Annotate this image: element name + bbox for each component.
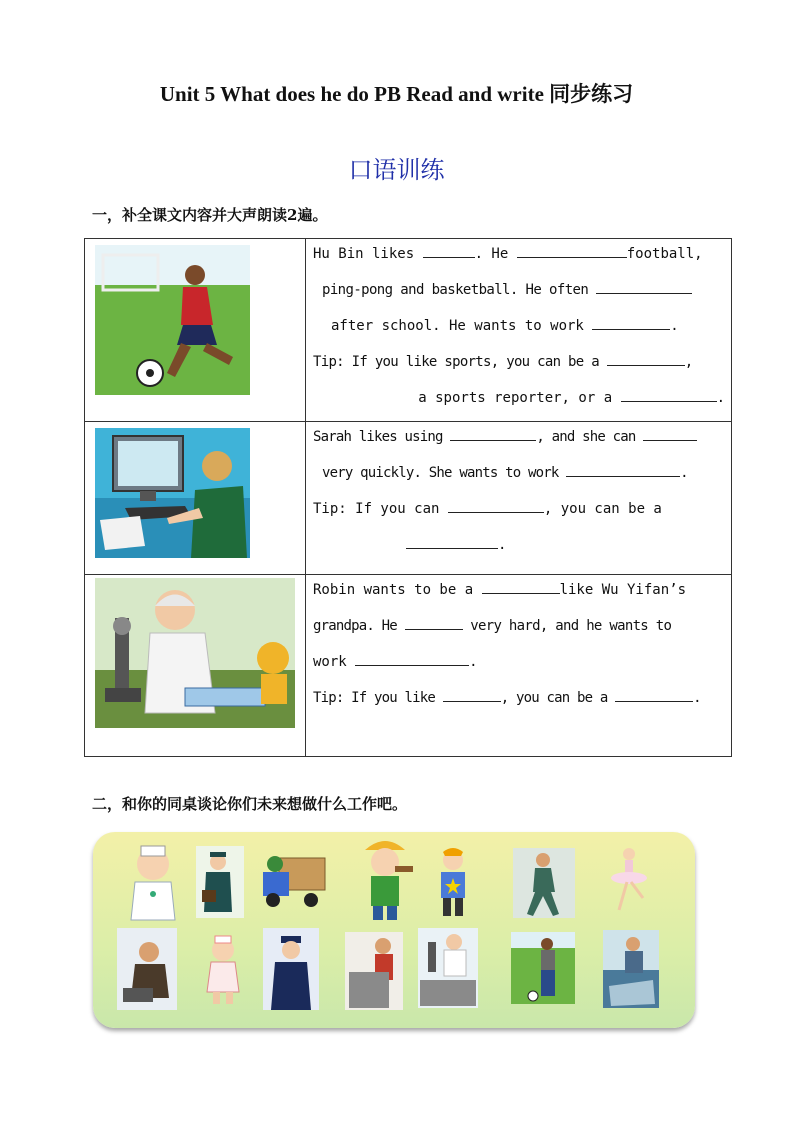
text-line: very quickly. She wants to work .: [306, 459, 731, 495]
page-title: Unit 5 What does he do PB Read and write 同步练习: [159, 82, 634, 106]
occupation-pictures-panel: [93, 832, 695, 1028]
text-line: after school. He wants to work .: [306, 312, 731, 348]
exercise-1-instruction: 一，补全课文内容并大声朗读2遍。: [92, 206, 328, 224]
text-line: Tip: If you like , you can be a .: [306, 684, 731, 720]
football-player-icon: [511, 932, 575, 1004]
nurse-icon: [199, 932, 247, 1006]
blank[interactable]: [448, 498, 544, 513]
text-line: a sports reporter, or a .: [306, 384, 731, 420]
section-heading: 口语训练: [348, 156, 445, 184]
scientist-picture: [95, 578, 295, 728]
blank[interactable]: [615, 687, 693, 702]
worker-icon: [355, 836, 415, 922]
exercise-table: [84, 238, 732, 757]
text-cell: [306, 422, 732, 575]
text-cell: [306, 239, 732, 422]
blank[interactable]: [450, 426, 536, 441]
dancer-icon: [605, 844, 653, 918]
blank[interactable]: [443, 687, 501, 702]
text-line: Sarah likes using , and she can: [306, 423, 731, 459]
exercise-2-instruction: 二，和你的同桌谈论你们未来想做什么工作吧。: [92, 795, 408, 813]
text-line: Robin wants to be a like Wu Yifan’s: [306, 576, 731, 612]
driver-icon: [259, 852, 329, 910]
soldier-icon: [513, 848, 575, 918]
picture-cell: [85, 575, 306, 757]
text-line: Hu Bin likes . He football,: [306, 240, 731, 276]
businessman-icon: [117, 928, 177, 1010]
blank[interactable]: [621, 387, 717, 402]
text-cell: [306, 575, 732, 757]
text-line: .: [306, 531, 731, 567]
singer-icon: [425, 846, 483, 918]
blank[interactable]: [423, 243, 475, 258]
text-line: grandpa. He very hard, and he wants to: [306, 612, 731, 648]
blank[interactable]: [596, 279, 692, 294]
blank[interactable]: [406, 534, 498, 549]
blank[interactable]: [607, 351, 685, 366]
picture-cell: [85, 422, 306, 575]
blank[interactable]: [517, 243, 627, 258]
postman-icon: [196, 846, 244, 918]
football-player-picture: [95, 245, 250, 395]
blank[interactable]: [482, 579, 560, 594]
policeman-icon: [263, 928, 319, 1010]
fisherman-icon: [603, 930, 659, 1008]
text-line: work .: [306, 648, 731, 684]
text-line: Tip: If you can , you can be a: [306, 495, 731, 531]
scientist-icon: [418, 928, 478, 1008]
picture-cell: [85, 239, 306, 422]
blank[interactable]: [355, 651, 469, 666]
text-line: Tip: If you like sports, you can be a ,: [306, 348, 731, 384]
blank[interactable]: [405, 615, 463, 630]
blank[interactable]: [592, 315, 670, 330]
blank[interactable]: [643, 426, 697, 441]
blank[interactable]: [566, 462, 680, 477]
doctor-icon: [123, 842, 185, 922]
text-line: ping-pong and basketball. He often: [306, 276, 731, 312]
factory-worker-icon: [345, 932, 403, 1010]
computer-girl-picture: [95, 428, 250, 558]
